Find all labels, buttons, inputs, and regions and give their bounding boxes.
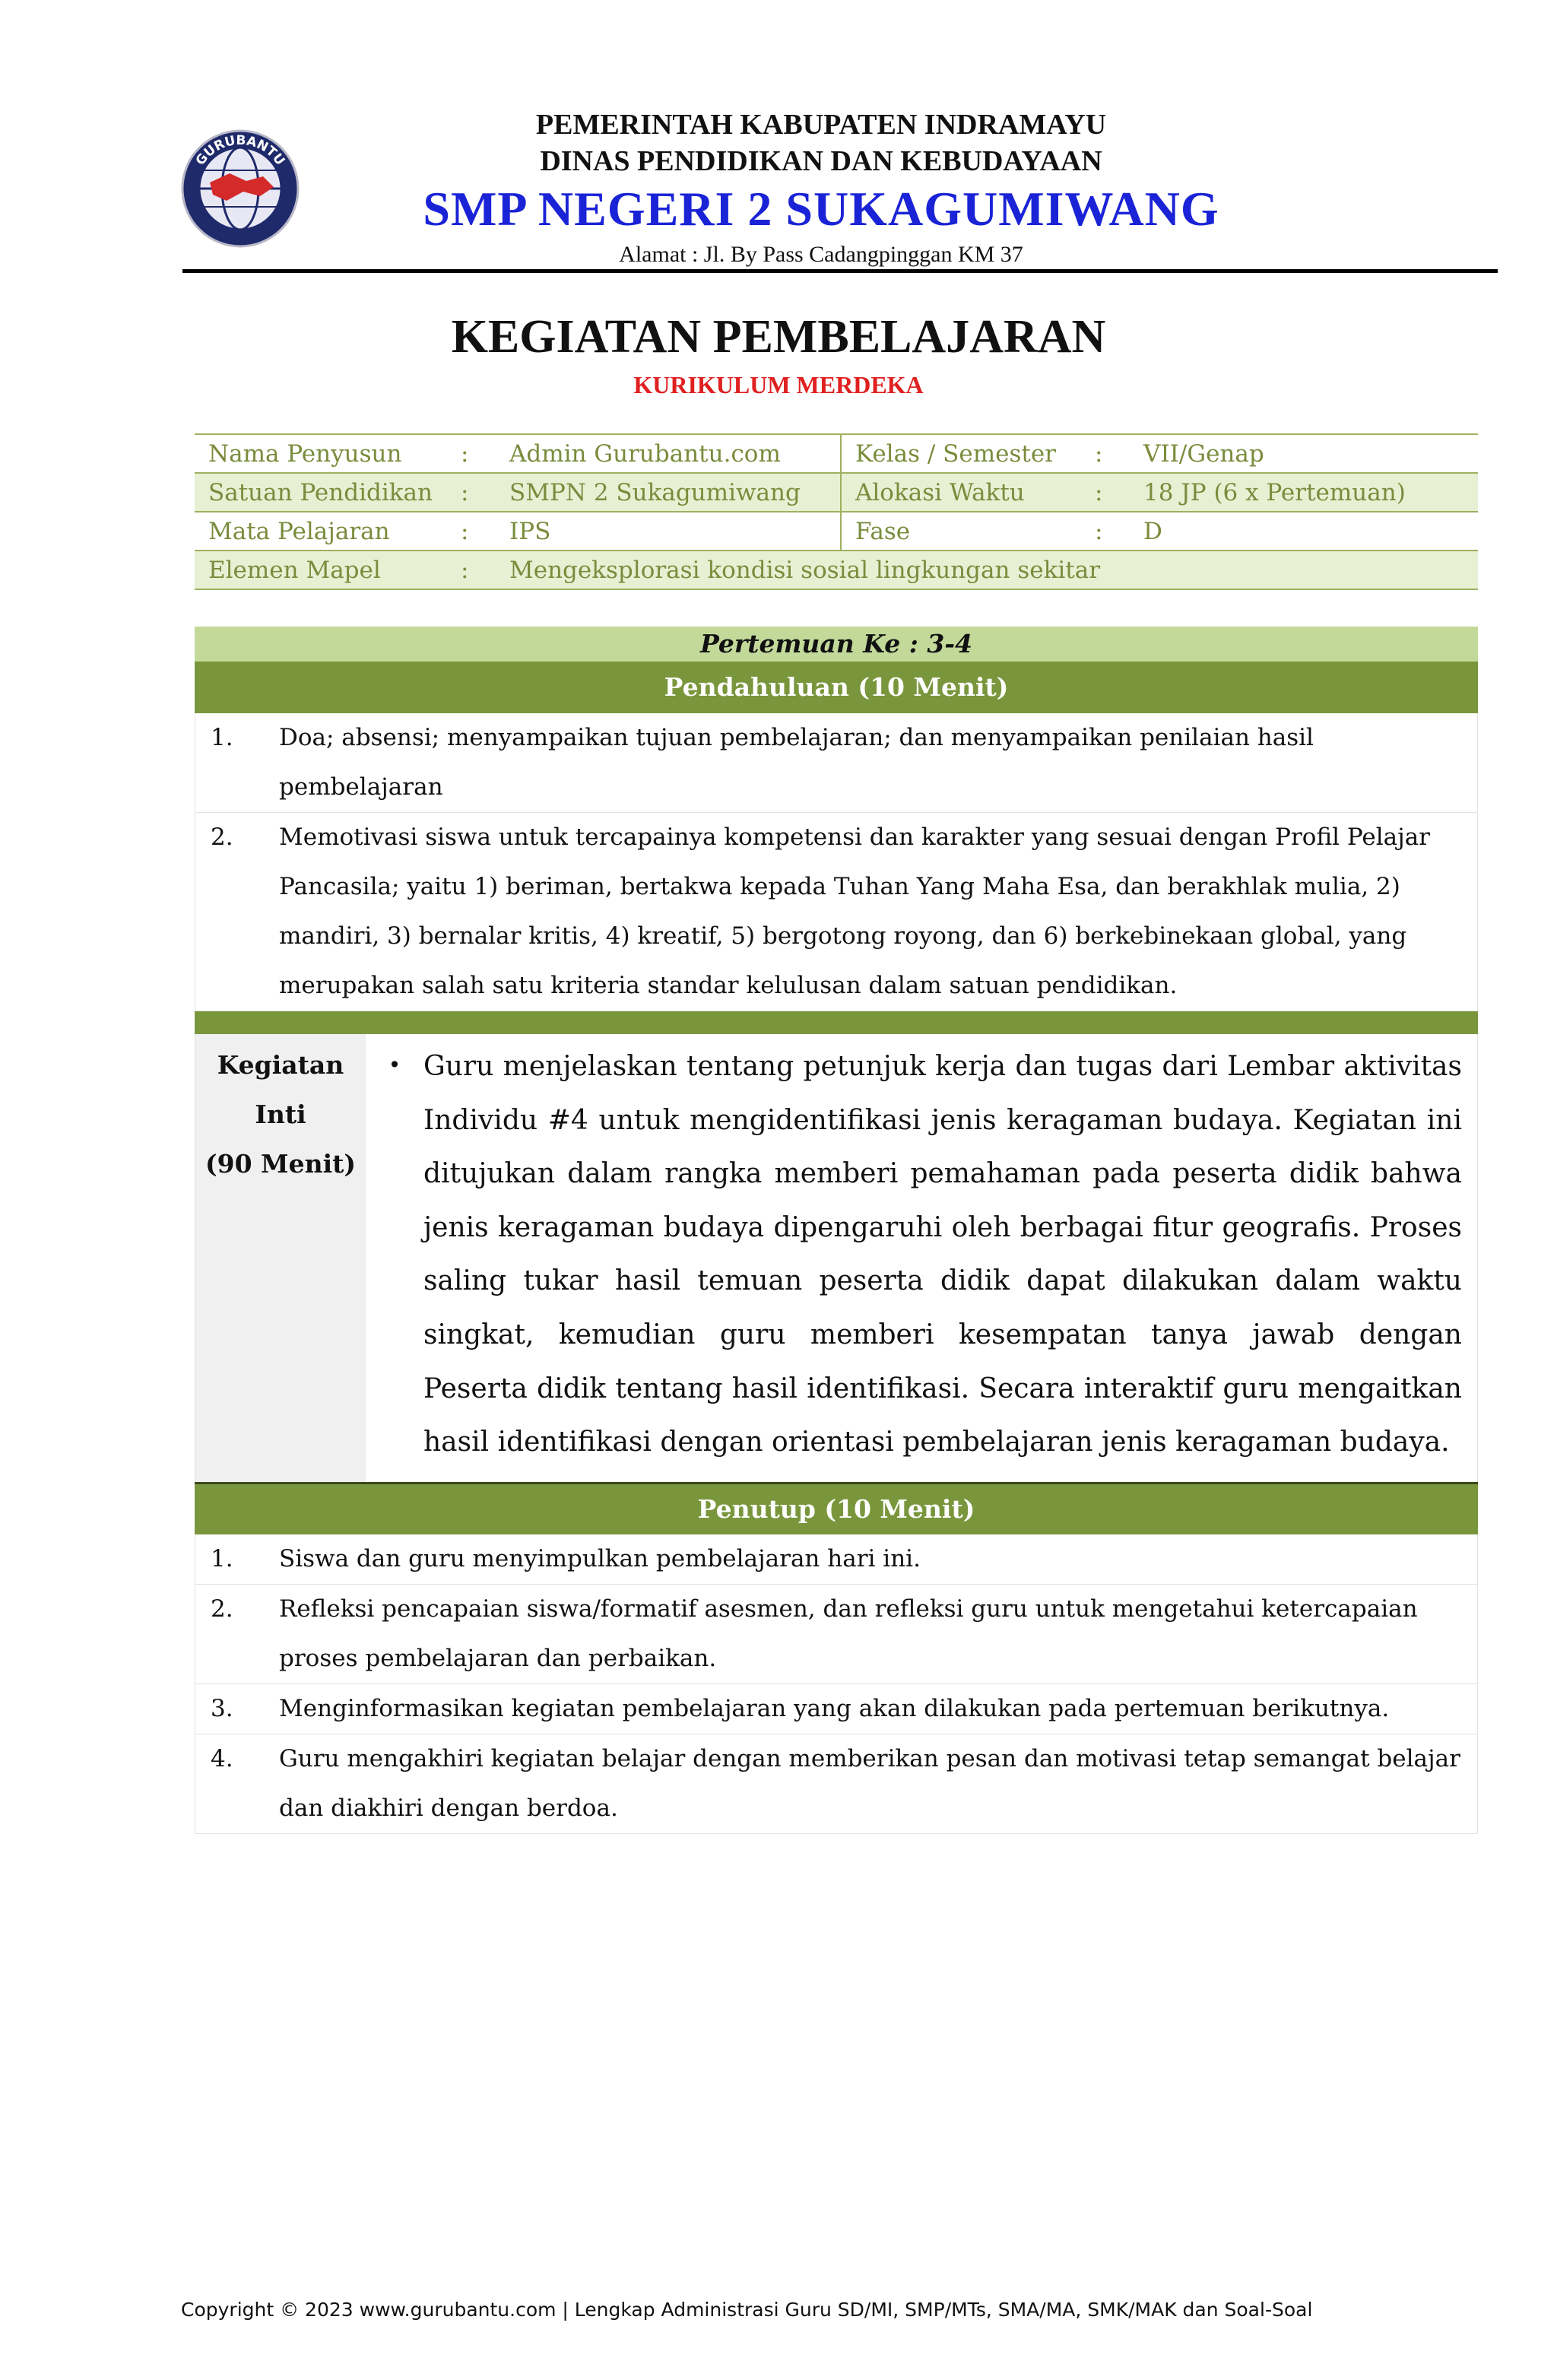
colon: : bbox=[461, 473, 496, 512]
section-divider bbox=[195, 1011, 1478, 1034]
item-text: Guru mengakhiri kegiatan belajar dengan memberikan pesan dan motivasi tetap semangat belajar dan diakhiri dengan berdoa. bbox=[279, 1744, 1460, 1822]
kegiatan-inti-content bbox=[366, 1034, 1477, 1482]
colon: : bbox=[461, 551, 496, 589]
item-number: 4. bbox=[211, 1744, 233, 1772]
bullet-icon: • bbox=[388, 1052, 401, 1077]
info-row bbox=[195, 473, 1478, 512]
info-value: D bbox=[1130, 512, 1478, 551]
item-text: Menginformasikan kegiatan pembelajaran yang akan dilakukan pada pertemuan berikutnya. bbox=[279, 1694, 1390, 1722]
info-value: Mengeksplorasi kondisi sosial lingkungan sekitar bbox=[496, 551, 1478, 589]
info-label: Elemen Mapel bbox=[195, 551, 461, 589]
info-value: Admin Gurubantu.com bbox=[496, 434, 841, 473]
info-value: SMPN 2 Sukagumiwang bbox=[496, 473, 841, 512]
colon: : bbox=[461, 434, 496, 473]
colon: : bbox=[1095, 512, 1130, 551]
list-item bbox=[195, 713, 1478, 813]
pendahuluan-heading: Pendahuluan (10 Menit) bbox=[195, 662, 1478, 713]
letterhead-divider bbox=[182, 269, 1498, 273]
label-line: Kegiatan bbox=[217, 1050, 344, 1080]
info-value: 18 JP (6 x Pertemuan) bbox=[1130, 473, 1478, 512]
info-label: Kelas / Semester bbox=[841, 434, 1095, 473]
school-name: SMP NEGERI 2 SUKAGUMIWANG bbox=[423, 182, 1219, 236]
item-number: 1. bbox=[211, 1544, 233, 1572]
info-value: VII/Genap bbox=[1130, 434, 1478, 473]
page-title: KEGIATAN PEMBELAJARAN bbox=[451, 311, 1106, 363]
item-text: Siswa dan guru menyimpulkan pembelajaran hari ini. bbox=[279, 1544, 921, 1572]
info-label: Fase bbox=[841, 512, 1095, 551]
department-line: DINAS PENDIDIKAN DAN KEBUDAYAAN bbox=[540, 145, 1102, 177]
activity-table bbox=[195, 627, 1478, 1834]
info-row-elemen bbox=[195, 551, 1478, 589]
info-label: Nama Penyusun bbox=[195, 434, 461, 473]
copyright-footer: Copyright © 2023 www.gurubantu.com | Lengkap Administrasi Guru SD/MI, SMP/MTs, SMA/MA, SMK/MAK dan Soal-Soal bbox=[181, 2299, 1313, 2321]
penutup-heading: Penutup (10 Menit) bbox=[195, 1482, 1478, 1534]
list-item bbox=[195, 1734, 1478, 1834]
label-line: Inti bbox=[255, 1100, 306, 1129]
kegiatan-inti-text: Guru menjelaskan tentang petunjuk kerja dan tugas dari Lembar aktivitas Individu #4 untuk mengidentifikasi jenis keragaman budaya. Kegiatan ini ditujukan dalam rangka memberi pemahaman pada peserta didik bahwa jenis keragaman budaya dipengaruhi oleh berbagai fitur geografis. Proses saling tukar hasil temuan peserta didik dapat dilakukan dalam waktu singkat, kemudian guru memberi kesempatan tanya jawab dengan Peserta didik tentang hasil identifikasi. Secara interaktif guru mengaitkan hasil identifikasi dengan orientasi pembelajaran jenis keragaman budaya. bbox=[423, 1051, 1462, 1458]
info-label: Mata Pelajaran bbox=[195, 512, 461, 551]
school-address: Alamat : Jl. By Pass Cadangpinggan KM 37 bbox=[619, 242, 1023, 267]
item-number: 2. bbox=[211, 1595, 233, 1623]
item-text: Memotivasi siswa untuk tercapainya kompetensi dan karakter yang sesuai dengan Profil Pelajar Pancasila; yaitu 1) beriman, bertakwa kepada Tuhan Yang Maha Esa, dan berakhlak mulia, 2) mandiri, 3) bernalar kritis, 4) kreatif, 5) bergotong royong, dan 6) berkebinekaan global, yang merupakan salah satu kriteria standar kelulusan dalam satuan pendidikan. bbox=[279, 823, 1431, 999]
item-number: 1. bbox=[211, 724, 233, 751]
gurubantu-logo bbox=[179, 128, 301, 249]
info-label: Satuan Pendidikan bbox=[195, 473, 461, 512]
label-line: (90 Menit) bbox=[205, 1149, 356, 1179]
info-row bbox=[195, 434, 1478, 473]
info-row bbox=[195, 512, 1478, 551]
kegiatan-inti-label bbox=[195, 1034, 366, 1482]
list-item bbox=[195, 813, 1478, 1011]
kegiatan-inti-row bbox=[195, 1034, 1478, 1482]
item-number: 2. bbox=[211, 823, 233, 851]
list-item bbox=[195, 1684, 1478, 1734]
list-item bbox=[195, 1585, 1478, 1684]
colon: : bbox=[1095, 434, 1130, 473]
colon: : bbox=[1095, 473, 1130, 512]
meeting-number: Pertemuan Ke : 3-4 bbox=[195, 627, 1478, 662]
item-text: Doa; absensi; menyampaikan tujuan pembelajaran; dan menyampaikan penilaian hasil pembelajaran bbox=[279, 724, 1314, 801]
item-number: 3. bbox=[211, 1694, 233, 1722]
page-subtitle: KURIKULUM MERDEKA bbox=[633, 371, 924, 398]
info-value: IPS bbox=[496, 512, 841, 551]
logo-text: GURUBANTU bbox=[192, 132, 288, 169]
letterhead bbox=[0, 0, 1557, 281]
item-text: Refleksi pencapaian siswa/formatif asesmen, dan refleksi guru untuk mengetahui ketercapaian proses pembelajaran dan perbaikan. bbox=[279, 1595, 1418, 1672]
info-label: Alokasi Waktu bbox=[841, 473, 1095, 512]
colon: : bbox=[461, 512, 496, 551]
identity-table bbox=[195, 433, 1478, 590]
list-item bbox=[195, 1534, 1478, 1585]
government-line: PEMERINTAH KABUPATEN INDRAMAYU bbox=[535, 109, 1107, 141]
